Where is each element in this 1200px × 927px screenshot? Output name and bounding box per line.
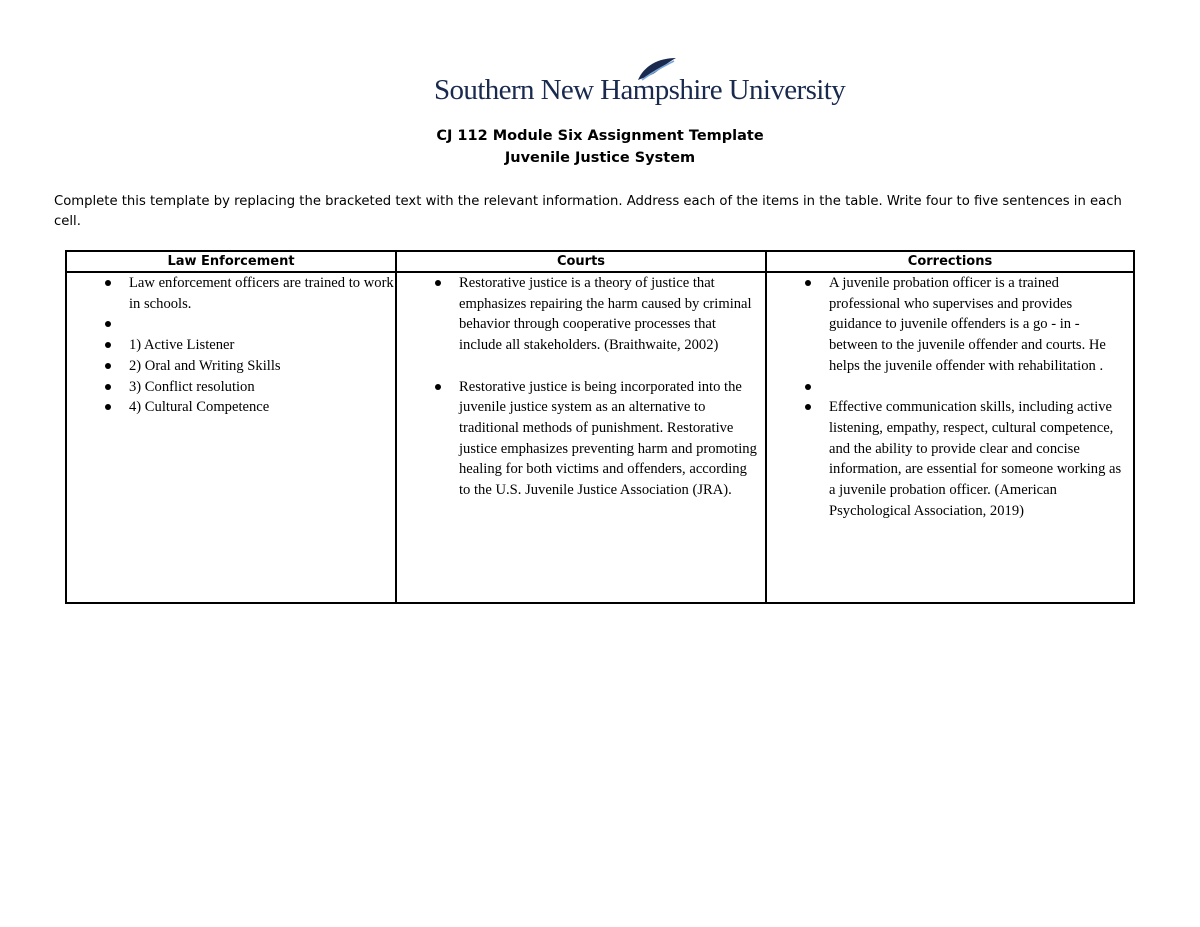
list-item: 1) Active Listener bbox=[67, 335, 395, 356]
list-item-empty bbox=[67, 314, 395, 335]
header-law-enforcement: Law Enforcement bbox=[66, 251, 396, 272]
law-enforcement-list bbox=[67, 273, 395, 418]
logo-wordmark: Southern New Hampshire University bbox=[434, 74, 846, 106]
list-item: Restorative justice is a theory of justice that emphasizes repairing the harm caused by criminal behavior through cooperative processes that include all stakeholders. (Braithwaite, 2002) bbox=[397, 273, 765, 356]
list-item-empty bbox=[767, 377, 1133, 398]
assignment-table bbox=[65, 250, 1135, 604]
list-item: A juvenile probation officer is a trained professional who supervises and provides guidance to juvenile offenders is a go - in - between to the juvenile offender and courts. He helps the juvenile offender with rehabilitation . bbox=[767, 273, 1133, 377]
cell-law-enforcement[interactable] bbox=[66, 272, 396, 603]
header-corrections: Corrections bbox=[766, 251, 1134, 272]
list-item: Restorative justice is being incorporated into the juvenile justice system as an alternative to traditional methods of punishment. Restorative justice emphasizes preventing harm and promoting healing for both victims and offenders, according to the U.S. Juvenile Justice Association (JRA). bbox=[397, 377, 765, 501]
list-item: 4) Cultural Competence bbox=[67, 397, 395, 418]
page-subtitle: Juvenile Justice System bbox=[504, 150, 696, 166]
list-item: 3) Conflict resolution bbox=[67, 377, 395, 398]
list-item: Law enforcement officers are trained to work in schools. bbox=[67, 273, 395, 314]
university-logo bbox=[434, 56, 846, 112]
list-item: 2) Oral and Writing Skills bbox=[67, 356, 395, 377]
courts-list bbox=[397, 273, 765, 501]
cell-corrections[interactable] bbox=[766, 272, 1134, 603]
instructions-text: Complete this template by replacing the bracketed text with the relevant information. Address each of the items in the table. Write four to five sentences in each cell. bbox=[54, 194, 1122, 229]
corrections-list bbox=[767, 273, 1133, 521]
table-header-row bbox=[66, 251, 1134, 272]
page-title: CJ 112 Module Six Assignment Template bbox=[436, 128, 764, 144]
header-courts: Courts bbox=[396, 251, 766, 272]
leaf-icon bbox=[634, 56, 678, 82]
table-row bbox=[66, 272, 1134, 603]
cell-courts[interactable] bbox=[396, 272, 766, 603]
list-item: Effective communication skills, including active listening, empathy, respect, cultural competence, and the ability to provide clear and concise information, are essential for someone working as a juvenile probation officer. (American Psychological Association, 2019) bbox=[767, 397, 1133, 521]
